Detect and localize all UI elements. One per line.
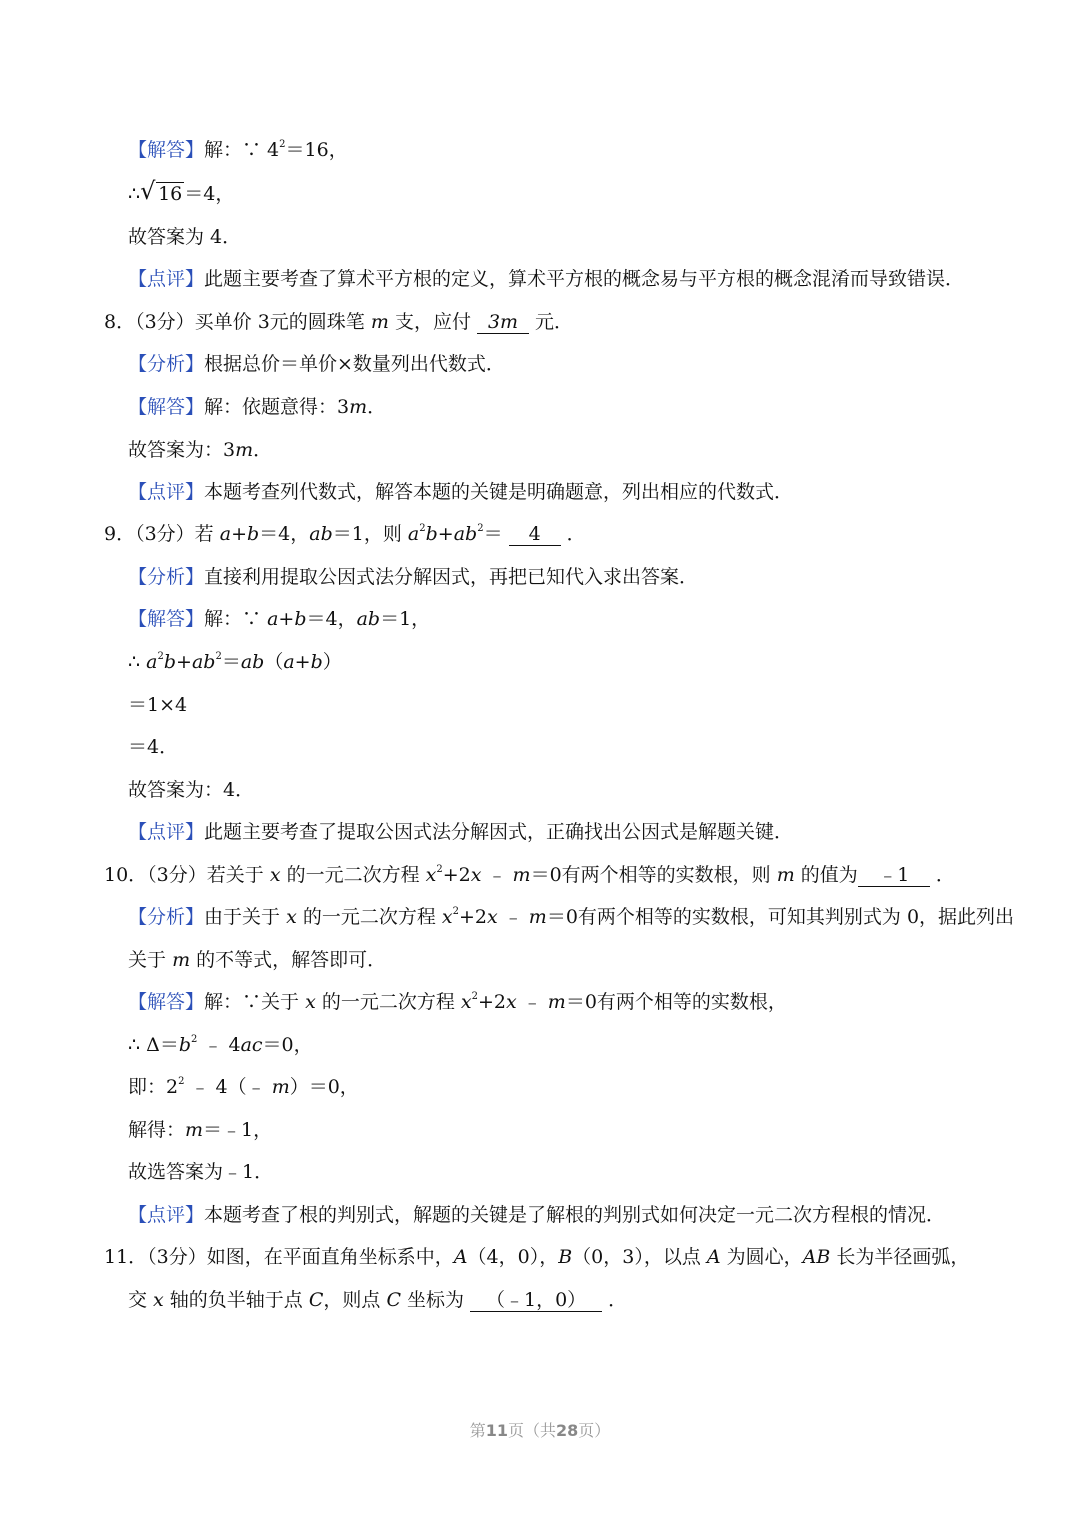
sqrt-line: ∴ √ 16 ＝4，	[128, 177, 235, 205]
comment-tag: 【点评】	[128, 821, 205, 843]
comment-tag: 【点评】	[128, 481, 205, 503]
answer-line: 【解答】解：依题意得：3m．	[128, 396, 387, 418]
final-answer-line: 故答案为 4．	[128, 226, 242, 248]
analysis-line-cont: 关于 m 的不等式，解答即可．	[128, 949, 387, 971]
answer-line: 【解答】解：∵ $4^2=16$，	[128, 139, 348, 161]
answer-tag: 【解答】	[128, 991, 205, 1013]
comment-line: 【点评】此题主要考查了提取公因式法分解因式，正确找出公因式是解题关键．	[128, 821, 794, 843]
page-footer: 第11页（共28页）	[469, 1421, 611, 1440]
answer-line: 【解答】解：∵关于 x 的一元二次方程 $x^2+2x$ ﹣ m＝0有两个相等的实数根，	[128, 991, 787, 1013]
question-10: 10．（3分）若关于 x 的一元二次方程 $x^2+2x$ ﹣ m＝0有两个相等的实数根，则 m 的值为 ﹣1 ．	[104, 864, 955, 886]
analysis-line: 【分析】直接利用提取公因式法分解因式，再把已知代入求出答案．	[128, 566, 699, 588]
comment-tag: 【点评】	[128, 1204, 205, 1226]
question-11: 11．（3分）如图，在平面直角坐标系中，A（4，0），B（0，3），以点 A 为圆心，AB 长为半径画弧，	[104, 1246, 970, 1268]
derivation-line: 解得：m＝﹣1，	[128, 1119, 273, 1141]
sqrt-symbol: √ 16	[140, 177, 183, 205]
answer-tag: 【解答】	[128, 396, 205, 418]
derivation-line: ＝4．	[128, 736, 179, 758]
analysis-tag: 【分析】	[128, 906, 205, 928]
comment-tag: 【点评】	[128, 268, 205, 290]
derivation-line: 即：$2^2$ ﹣ 4（﹣ m）＝0，	[128, 1076, 359, 1098]
answer-line: 【解答】解：∵ a+b＝4，ab＝1，	[128, 608, 431, 630]
answer-tag: 【解答】	[128, 608, 205, 630]
derivation-line: ∴ $a^2b+ab^2=ab(a+b)$	[128, 651, 342, 673]
derivation-line: ＝1×4	[128, 694, 188, 716]
comment-line: 【点评】本题考查了根的判别式，解题的关键是了解根的判别式如何决定一元二次方程根的情况．	[128, 1204, 946, 1226]
question-11-cont: 交 x 轴的负半轴于点 C，则点 C 坐标为 （﹣1，0） ．	[128, 1289, 628, 1311]
answer-blank: ﹣1	[858, 864, 930, 887]
page-number: 11	[485, 1421, 508, 1440]
analysis-tag: 【分析】	[128, 566, 205, 588]
total-pages: 28	[556, 1421, 579, 1440]
question-9: 9．（3分）若 a+b＝4，ab＝1，则 $a^2b+ab^2= 4$ ．	[104, 523, 586, 545]
comment-line: 【点评】此题主要考查了算术平方根的定义，算术平方根的概念易与平方根的概念混淆而导致错误．	[128, 268, 965, 290]
answer-blank: （﹣1，0）	[470, 1289, 602, 1312]
final-answer-line: 故答案为：3m．	[128, 439, 273, 461]
answer-tag: 【解答】	[128, 139, 205, 161]
final-answer-line: 故答案为：4．	[128, 779, 255, 801]
derivation-line: ∴ $\Delta=b^2$ ﹣ 4ac＝0，	[128, 1034, 313, 1056]
answer-blank: 4	[509, 523, 561, 546]
question-8: 8．（3分）买单价 3元的圆珠笔 m 支，应付 3m 元．	[104, 311, 574, 333]
comment-line: 【点评】本题考查列代数式，解答本题的关键是明确题意，列出相应的代数式．	[128, 481, 794, 503]
final-answer-line: 故选答案为﹣1．	[128, 1161, 274, 1183]
analysis-tag: 【分析】	[128, 353, 205, 375]
analysis-line: 【分析】由于关于 x 的一元二次方程 $x^2+2x$ ﹣ m＝0有两个相等的实数根，可知其判别式为 0，据此列出	[128, 906, 1015, 928]
analysis-line: 【分析】根据总价＝单价×数量列出代数式．	[128, 353, 505, 375]
answer-blank: 3m	[477, 311, 529, 334]
